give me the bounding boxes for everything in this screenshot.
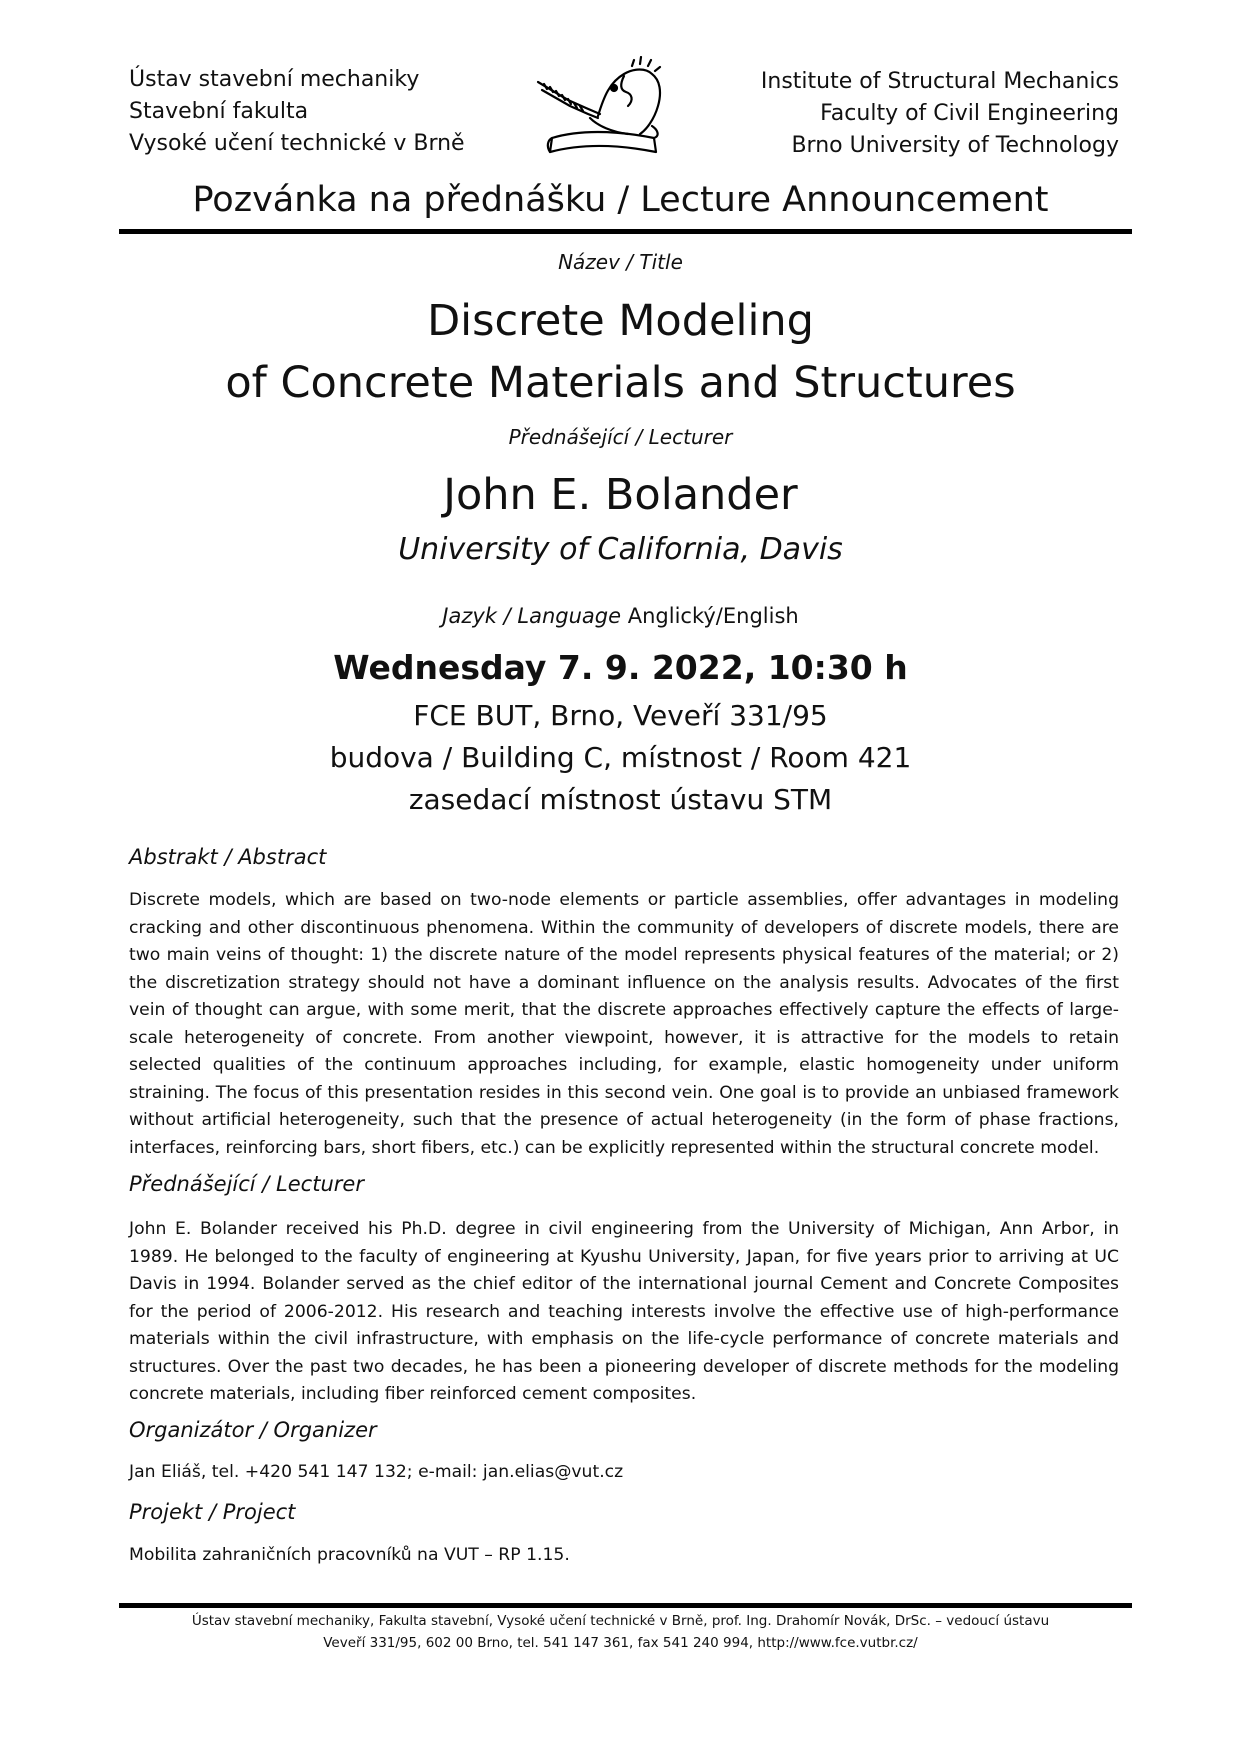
footer-line-2: Veveří 331/95, 602 00 Brno, tel. 541 147 361, fax 541 240 994, http://www.fce.vutbr.cz/ xyxy=(323,1635,918,1651)
faculty-name-en: Faculty of Civil Engineering xyxy=(820,101,1119,126)
title-label: Název / Title xyxy=(558,250,683,274)
language-line xyxy=(0,604,1241,628)
header-right-block xyxy=(761,66,1119,162)
lecturer-affiliation: University of California, Davis xyxy=(398,532,843,567)
bio-text: John E. Bolander received his Ph.D. degree in civil engineering from the University of Michigan, Ann Arbor, in 1989. He belonged to the faculty of engineering at Kyushu University, Japan, for five years prior to arriving at UC Davis in 1994. Bolander served as the chief editor of the international journal Cement and Concrete Composites for the period of 2006-2012. His research and teaching interests involve the effective use of high-performance materials within the civil infrastructure, with emphasis on the life-cycle performance of concrete materials and structures. Over the past two decades, he has been a pioneering developer of discrete methods for the modeling concrete materials, including fiber reinforced cement composites. xyxy=(129,1219,1119,1404)
institute-name-cz: Ústav stavební mechaniky xyxy=(129,67,420,92)
project-heading: Projekt / Project xyxy=(129,1500,296,1524)
university-name-en: Brno University of Technology xyxy=(791,133,1119,158)
faculty-name-cz: Stavební fakulta xyxy=(129,99,309,124)
language-value: Anglický/English xyxy=(627,604,799,628)
organizer-heading: Organizátor / Organizer xyxy=(129,1418,377,1442)
top-divider xyxy=(119,229,1132,234)
university-name-cz: Vysoké učení technické v Brně xyxy=(129,131,465,156)
venue-address: FCE BUT, Brno, Veveří 331/95 xyxy=(413,699,828,732)
header-left-block xyxy=(129,64,465,160)
lecture-title xyxy=(0,290,1241,414)
lecturer-name: John E. Bolander xyxy=(443,470,798,520)
footer xyxy=(0,1610,1241,1654)
title-line-1: Discrete Modeling xyxy=(427,296,814,346)
venue-building-room: budova / Building C, místnost / Room 421 xyxy=(329,741,912,774)
bio-heading: Přednášející / Lecturer xyxy=(129,1172,364,1196)
title-line-2: of Concrete Materials and Structures xyxy=(225,358,1016,408)
crocodile-logo xyxy=(528,56,678,160)
institute-name-en: Institute of Structural Mechanics xyxy=(760,69,1119,94)
project-text: Mobilita zahraničních pracovníků na VUT – RP 1.15. xyxy=(129,1545,570,1565)
announcement-heading: Pozvánka na přednášku / Lecture Announcement xyxy=(192,180,1049,220)
language-label: Jazyk / Language xyxy=(442,604,622,628)
lecturer-label: Přednášející / Lecturer xyxy=(508,425,733,449)
bottom-divider xyxy=(119,1603,1132,1608)
venue-block xyxy=(0,695,1241,821)
lecture-datetime: Wednesday 7. 9. 2022, 10:30 h xyxy=(333,648,908,687)
footer-line-1: Ústav stavební mechaniky, Fakulta stavební, Vysoké učení technické v Brně, prof. Ing. Drahomír Novák, DrSc. – vedoucí ústavu xyxy=(191,1613,1050,1629)
venue-room-name: zasedací místnost ústavu STM xyxy=(408,783,833,816)
abstract-text: Discrete models, which are based on two-node elements or particle assemblies, offer advantages in modeling cracking and other discontinuous phenomena. Within the community of developers of discrete models, there are two main veins of thought: 1) the discrete nature of the model represents physical features of the material; or 2) the discretization strategy should not have a dominant influence on the analysis results. Advocates of the first vein of thought can argue, with some merit, that the discrete approaches effectively capture the effects of large-scale heterogeneity of concrete. From another viewpoint, however, it is attractive for the models to retain selected qualities of the continuum approaches including, for example, elastic homogeneity under uniform straining. The focus of this presentation resides in this second vein. One goal is to provide an unbiased framework without artificial heterogeneity, such that the presence of actual heterogeneity (in the form of phase fractions, interfaces, reinforcing bars, short fibers, etc.) can be explicitly represented within the structural concrete model. xyxy=(129,890,1119,1158)
abstract-heading: Abstrakt / Abstract xyxy=(129,845,327,869)
organizer-contact: Jan Eliáš, tel. +420 541 147 132; e-mail: jan.elias@vut.cz xyxy=(129,1462,624,1482)
